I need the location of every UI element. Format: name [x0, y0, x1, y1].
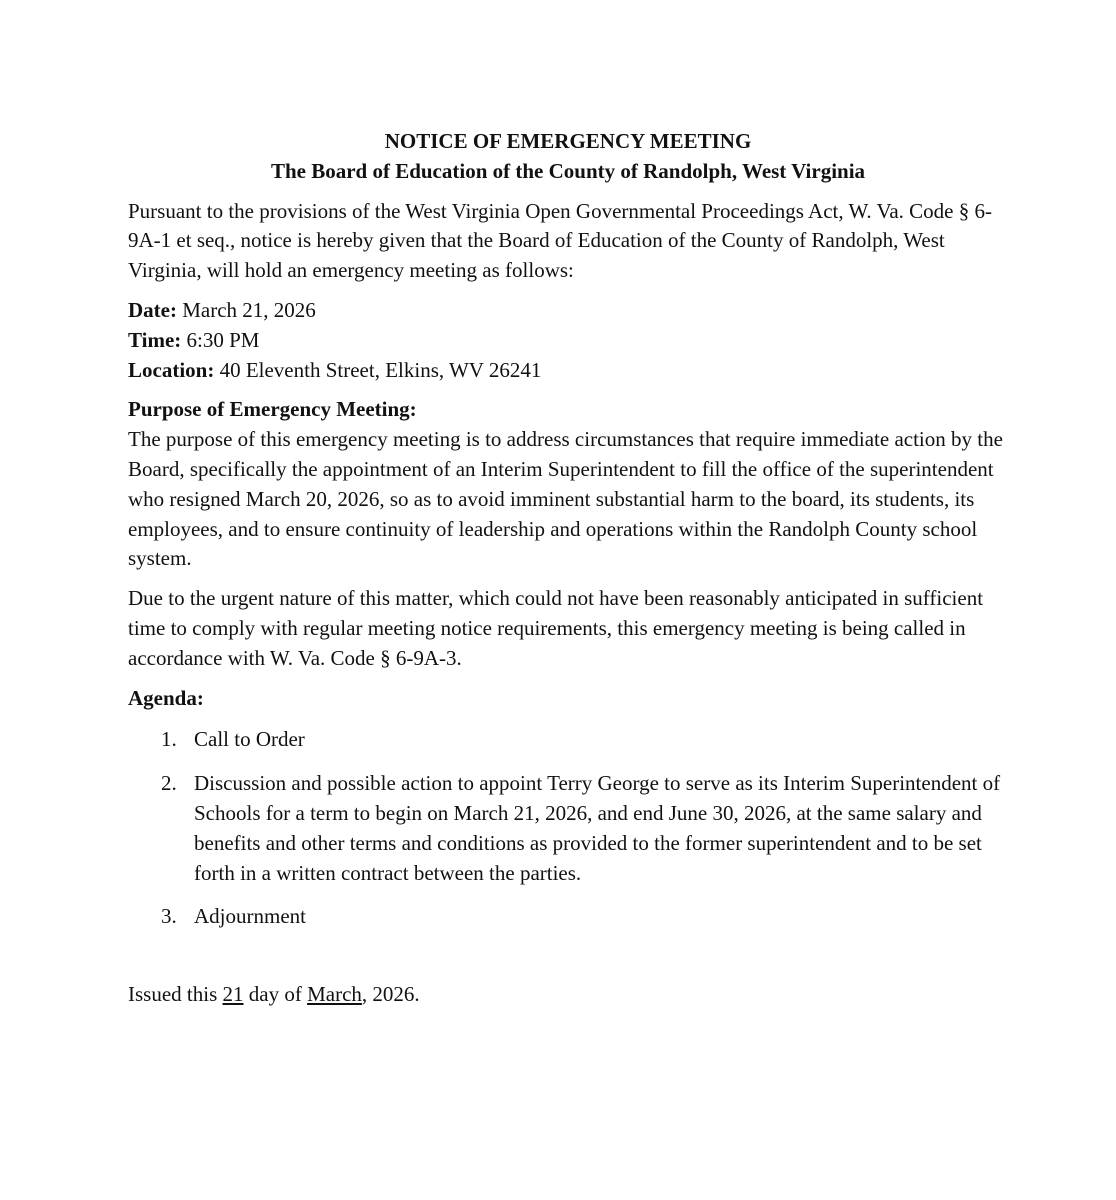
issued-middle: day of — [248, 982, 302, 1007]
date-label: Date: — [128, 297, 177, 322]
meeting-date — [128, 296, 1008, 326]
agenda-item — [128, 769, 1008, 888]
location-value: 40 Eleventh Street, Elkins, WV 26241 — [219, 357, 542, 382]
agenda-item-number: 3. — [161, 904, 177, 929]
time-label: Time: — [128, 327, 182, 352]
meeting-time — [128, 326, 1008, 356]
agenda-item-number: 2. — [161, 771, 177, 796]
urgency-paragraph: Due to the urgent nature of this matter, which could not have been reasonably anticipated in sufficient time to comply with regular meeting notice requirements, this emergency meeting is being called in accordance with W. Va. Code § 6-9A-3. — [128, 586, 984, 670]
meeting-location — [128, 356, 1008, 386]
intro-paragraph: Pursuant to the provisions of the West Virginia Open Governmental Proceedings Act, W. Va. Code § 6-9A-1 et seq., notice is hereby given that the Board of Education of the County of Randolph, West Virginia, will hold an emergency meeting as follows: — [128, 198, 992, 283]
issued-prefix: Issued this — [128, 982, 218, 1007]
agenda-item-text: Discussion and possible action to appoint Terry George to serve as its Interim Superintendent of Schools for a term to begin on March 21, 2026, and end June 30, 2026, at the same salary and benefits and other terms and conditions as provided to the former superintendent and to be set forth in a written contract between the parties. — [194, 771, 1001, 885]
notice-title: NOTICE OF EMERGENCY MEETING — [384, 129, 752, 153]
agenda-item — [128, 902, 1008, 932]
agenda-list — [128, 725, 1008, 932]
notice-content — [128, 127, 1008, 1010]
purpose-heading: Purpose of Emergency Meeting: — [128, 397, 417, 422]
purpose-paragraph: The purpose of this emergency meeting is to address circumstances that require immediate action by the Board, specifically the appointment of an Interim Superintendent to fill the office of the superintendent who resigned March 20, 2026, so as to avoid imminent substantial harm to the board, its students, its employees, and to ensure continuity of leadership and operations within the Randolph County school system. — [128, 427, 1003, 571]
issued-suffix: , 2026. — [361, 982, 420, 1007]
agenda-item-text: Call to Order — [194, 727, 305, 752]
issued-line — [128, 980, 1008, 1010]
agenda-heading: Agenda: — [128, 685, 204, 710]
agenda-item — [128, 725, 1008, 755]
issued-day: 21 — [222, 982, 244, 1007]
agenda-item-text: Adjournment — [194, 904, 306, 929]
notice-subtitle: The Board of Education of the County of Randolph, West Virginia — [270, 158, 866, 183]
meeting-details — [128, 296, 1008, 385]
agenda-item-number: 1. — [161, 727, 177, 752]
issued-month: March — [307, 982, 362, 1007]
date-value: March 21, 2026 — [182, 297, 316, 322]
time-value: 6:30 PM — [186, 327, 260, 352]
location-label: Location: — [128, 357, 215, 382]
